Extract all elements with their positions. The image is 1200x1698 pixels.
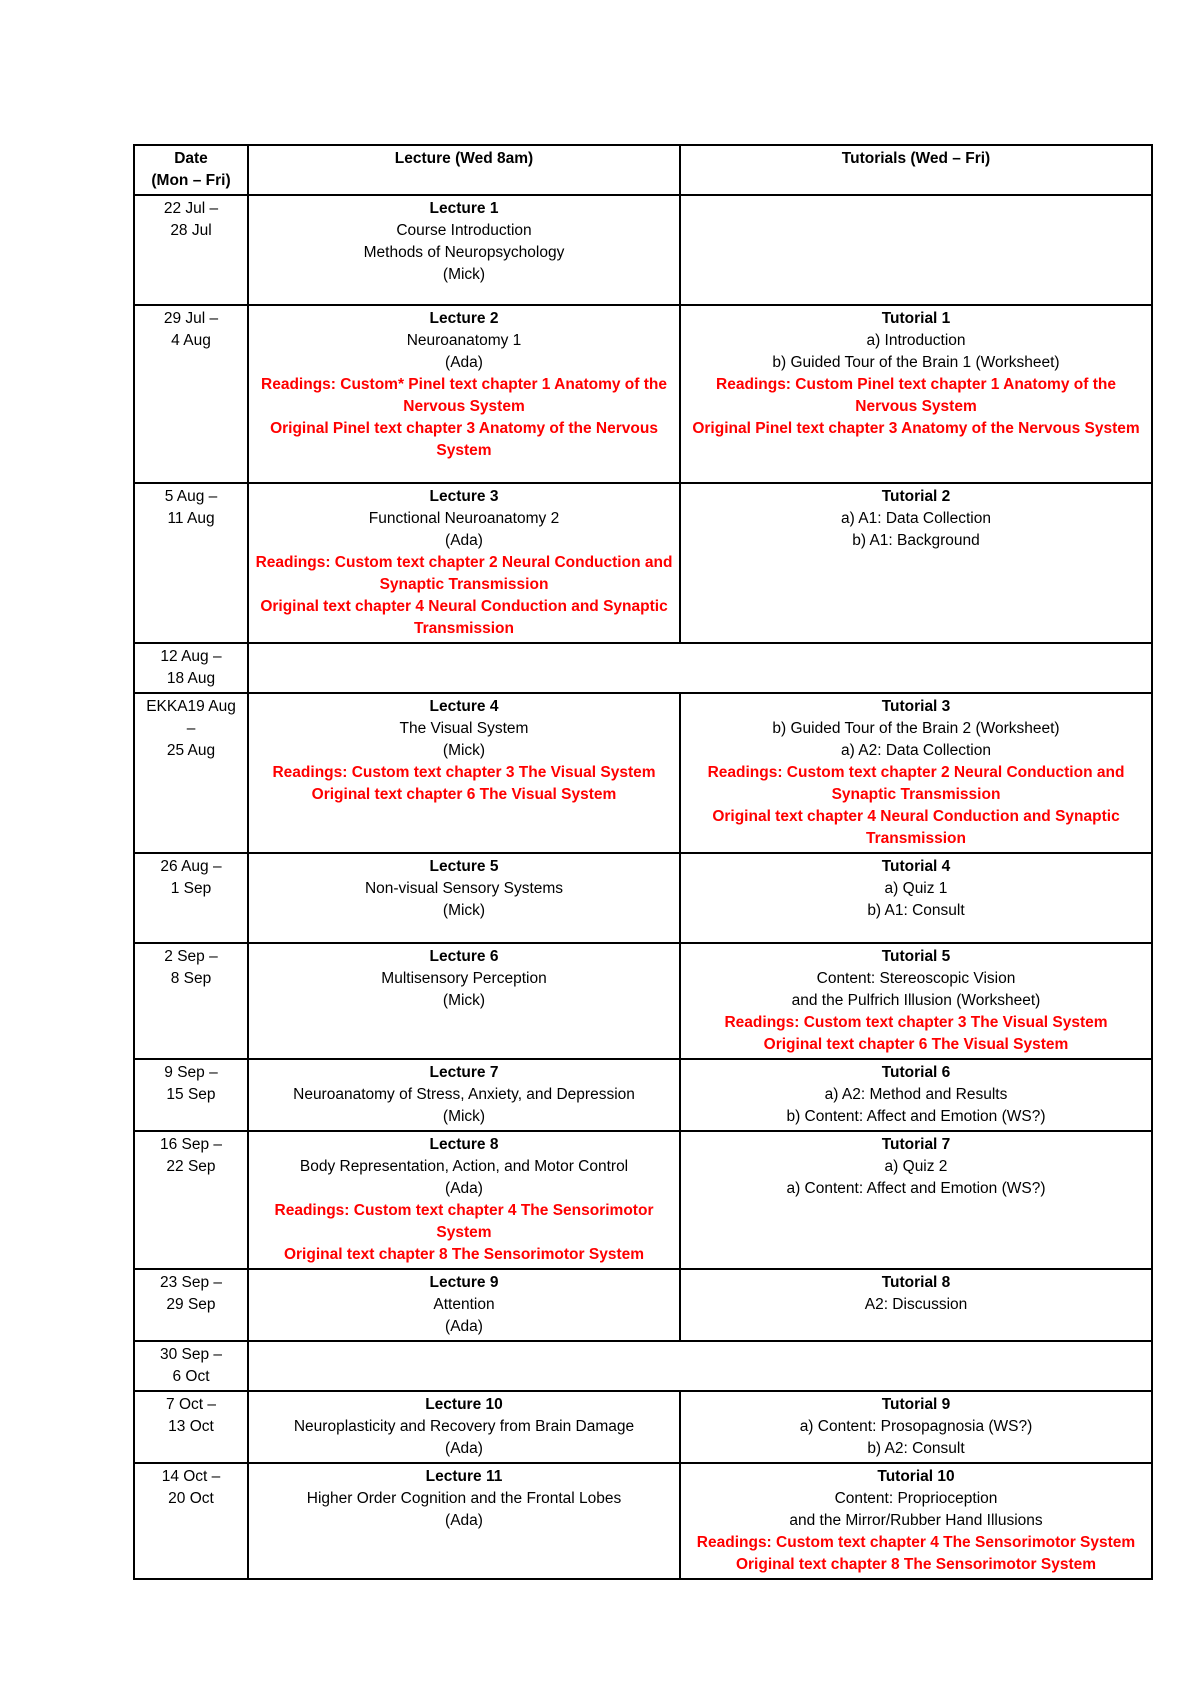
- header-date-line: Date: [174, 150, 208, 167]
- week-date-line: 16 Sep –: [159, 1136, 223, 1153]
- lecture-line: Original text chapter 8 The Sensorimotor System: [283, 1246, 645, 1263]
- lecture-line: Non-visual Sensory Systems: [364, 880, 564, 897]
- tutorial-line: a) Content: Affect and Emotion (WS?): [786, 1180, 1046, 1197]
- week-date-line: 26 Aug –: [160, 858, 222, 875]
- lecture-line: Original text chapter 6 The Visual System: [311, 786, 617, 803]
- week-date-line: 1 Sep: [170, 880, 212, 897]
- lecture-line: Lecture 11: [425, 1468, 503, 1485]
- tutorial-line: Readings: Custom text chapter 4 The Sensorimotor System: [696, 1534, 1136, 1551]
- week-date-cell: [134, 1269, 248, 1341]
- no-class-cell: [248, 1341, 1152, 1391]
- no-class-cell: [248, 643, 1152, 693]
- week-date-cell: [134, 1059, 248, 1131]
- lecture-cell: [248, 693, 680, 853]
- week-date-cell: [134, 483, 248, 643]
- tutorial-line: Content: Stereoscopic Vision: [816, 970, 1016, 987]
- lecture-line: Original text chapter 4 Neural Conduction and Synaptic Transmission: [260, 598, 668, 637]
- lecture-line: Body Representation, Action, and Motor Control: [299, 1158, 629, 1175]
- lecture-line: Methods of Neuropsychology: [363, 244, 565, 261]
- week-date-cell: [134, 1341, 248, 1391]
- tutorial-line: Tutorial 10: [877, 1468, 955, 1485]
- week-row: [134, 1463, 1152, 1579]
- week-date-cell: [134, 643, 248, 693]
- tutorial-cell: [680, 1131, 1152, 1269]
- lecture-line: Readings: Custom text chapter 4 The Sensorimotor System: [274, 1202, 654, 1241]
- tutorial-line: a) A1: Data Collection: [841, 510, 991, 527]
- lecture-line: Lecture 8: [429, 1136, 499, 1153]
- tutorial-line: Tutorial 9: [881, 1396, 951, 1413]
- lecture-line: Lecture 9: [429, 1274, 499, 1291]
- tutorial-line: b) A1: Background: [852, 532, 980, 549]
- schedule-body: [134, 195, 1152, 1579]
- tutorial-line: Tutorial 3: [881, 698, 951, 715]
- lecture-line: Lecture 10: [425, 1396, 503, 1413]
- week-date-line: 29 Sep: [166, 1296, 216, 1313]
- lecture-line: Readings: Custom* Pinel text chapter 1 Anatomy of the Nervous System: [261, 376, 667, 415]
- lecture-line: Higher Order Cognition and the Frontal Lobes: [306, 1490, 622, 1507]
- week-date-line: 7 Oct –: [166, 1396, 216, 1413]
- tutorial-line: Tutorial 4: [881, 858, 951, 875]
- schedule-header: [134, 145, 1152, 195]
- week-date-cell: [134, 693, 248, 853]
- week-date-line: 13 Oct: [168, 1418, 214, 1435]
- break-week-row: [134, 1341, 1152, 1391]
- week-date-line: 2 Sep –: [164, 948, 218, 965]
- tutorial-line: a) A2: Data Collection: [841, 742, 991, 759]
- week-date-cell: [134, 1131, 248, 1269]
- lecture-line: (Ada): [445, 1180, 483, 1197]
- tutorial-line: Content: Proprioception: [834, 1490, 998, 1507]
- week-row: [134, 305, 1152, 483]
- tutorial-line: b) A1: Consult: [867, 902, 965, 919]
- tutorial-line: Original text chapter 4 Neural Conduction and Synaptic Transmission: [712, 808, 1120, 847]
- week-date-line: 23 Sep –: [159, 1274, 223, 1291]
- lecture-cell: [248, 1059, 680, 1131]
- week-row: [134, 1131, 1152, 1269]
- tutorial-cell: [680, 1391, 1152, 1463]
- lecture-line: Lecture 1: [429, 200, 499, 217]
- lecture-line: The Visual System: [399, 720, 529, 737]
- week-date-line: 22 Sep: [166, 1158, 216, 1175]
- week-date-line: 6 Oct: [172, 1368, 210, 1385]
- tutorial-line: Original text chapter 8 The Sensorimotor System: [735, 1556, 1097, 1573]
- week-date-line: 5 Aug –: [164, 488, 218, 505]
- week-date-line: 28 Jul: [170, 222, 212, 239]
- lecture-line: Lecture 6: [429, 948, 499, 965]
- tutorial-line: and the Pulfrich Illusion (Worksheet): [791, 992, 1041, 1009]
- lecture-cell: [248, 305, 680, 483]
- tutorial-line: Tutorial 7: [881, 1136, 951, 1153]
- week-date-cell: [134, 943, 248, 1059]
- tutorial-line: Readings: Custom Pinel text chapter 1 Anatomy of the Nervous System: [716, 376, 1116, 415]
- lecture-cell: [248, 195, 680, 305]
- week-date-line: 12 Aug –: [160, 648, 222, 665]
- week-date-line: 30 Sep –: [159, 1346, 223, 1363]
- week-date-line: 11 Aug: [167, 510, 215, 527]
- tutorial-cell: [680, 943, 1152, 1059]
- week-date-cell: [134, 1391, 248, 1463]
- tutorial-line: Tutorial 8: [881, 1274, 951, 1291]
- lecture-line: Original Pinel text chapter 3 Anatomy of the Nervous System: [270, 420, 658, 459]
- tutorial-cell: [680, 1463, 1152, 1579]
- tutorial-line: and the Mirror/Rubber Hand Illusions: [789, 1512, 1043, 1529]
- tutorial-line: Tutorial 5: [881, 948, 951, 965]
- lecture-line: (Ada): [445, 1512, 483, 1529]
- week-date-line: 9 Sep –: [164, 1064, 218, 1081]
- lecture-cell: [248, 1131, 680, 1269]
- lecture-line: (Ada): [445, 1440, 483, 1457]
- week-row: [134, 195, 1152, 305]
- week-date-line: 14 Oct –: [161, 1468, 221, 1485]
- week-date-line: 25 Aug: [166, 742, 216, 759]
- tutorial-cell: [680, 305, 1152, 483]
- week-date-line: –: [186, 720, 196, 737]
- lecture-line: Lecture 3: [429, 488, 499, 505]
- header-tutorials: Tutorials (Wed – Fri): [680, 145, 1152, 195]
- week-row: [134, 1059, 1152, 1131]
- lecture-line: Neuroplasticity and Recovery from Brain Damage: [293, 1418, 635, 1435]
- lecture-line: (Ada): [445, 354, 483, 371]
- lecture-cell: [248, 1269, 680, 1341]
- tutorial-line: a) Quiz 2: [884, 1158, 948, 1175]
- week-row: [134, 1269, 1152, 1341]
- tutorial-line: Readings: Custom text chapter 3 The Visual System: [724, 1014, 1108, 1031]
- lecture-line: Functional Neuroanatomy 2: [368, 510, 560, 527]
- lecture-cell: [248, 943, 680, 1059]
- header-date: [134, 145, 248, 195]
- lecture-line: Readings: Custom text chapter 2 Neural Conduction and Synaptic Transmission: [255, 554, 673, 593]
- week-date-line: 22 Jul –: [163, 200, 219, 217]
- lecture-cell: [248, 1463, 680, 1579]
- lecture-line: Lecture 5: [429, 858, 499, 875]
- lecture-line: Neuroanatomy 1: [406, 332, 522, 349]
- tutorial-line: Readings: Custom text chapter 2 Neural Conduction and Synaptic Transmission: [707, 764, 1125, 803]
- week-row: [134, 853, 1152, 943]
- tutorial-line: Original Pinel text chapter 3 Anatomy of the Nervous System: [692, 420, 1140, 437]
- tutorial-line: b) A2: Consult: [867, 1440, 965, 1457]
- tutorial-line: a) Quiz 1: [884, 880, 948, 897]
- lecture-line: Lecture 4: [429, 698, 499, 715]
- lecture-line: Course Introduction: [396, 222, 532, 239]
- lecture-line: Multisensory Perception: [381, 970, 547, 987]
- tutorial-line: a) Content: Prosopagnosia (WS?): [799, 1418, 1033, 1435]
- lecture-line: Neuroanatomy of Stress, Anxiety, and Depression: [293, 1086, 635, 1103]
- tutorial-line: a) Introduction: [866, 332, 966, 349]
- tutorial-line: Original text chapter 6 The Visual System: [763, 1036, 1069, 1053]
- week-date-line: 18 Aug: [166, 670, 216, 687]
- week-date-cell: [134, 305, 248, 483]
- lecture-cell: [248, 1391, 680, 1463]
- week-date-line: 29 Jul –: [163, 310, 219, 327]
- tutorial-cell: [680, 853, 1152, 943]
- tutorial-line: b) Content: Affect and Emotion (WS?): [786, 1108, 1046, 1125]
- course-schedule-table: [133, 144, 1153, 1580]
- tutorial-line: b) Guided Tour of the Brain 1 (Worksheet): [772, 354, 1060, 371]
- tutorial-line: a) A2: Method and Results: [824, 1086, 1008, 1103]
- lecture-line: (Mick): [442, 902, 486, 919]
- tutorial-cell: [680, 1269, 1152, 1341]
- break-week-row: [134, 643, 1152, 693]
- week-date-line: 15 Sep: [166, 1086, 216, 1103]
- week-row: [134, 693, 1152, 853]
- week-row: [134, 483, 1152, 643]
- week-date-cell: [134, 195, 248, 305]
- lecture-line: (Ada): [445, 532, 483, 549]
- lecture-line: Lecture 7: [429, 1064, 499, 1081]
- lecture-line: (Mick): [442, 992, 486, 1009]
- tutorial-cell: [680, 693, 1152, 853]
- tutorial-cell: [680, 483, 1152, 643]
- week-row: [134, 1391, 1152, 1463]
- tutorial-cell: [680, 195, 1152, 305]
- week-row: [134, 943, 1152, 1059]
- header-date-line: (Mon – Fri): [151, 172, 231, 189]
- lecture-line: Lecture 2: [429, 310, 499, 327]
- week-date-line: 8 Sep: [170, 970, 212, 987]
- lecture-line: Attention: [433, 1296, 495, 1313]
- tutorial-line: b) Guided Tour of the Brain 2 (Worksheet): [772, 720, 1060, 737]
- tutorial-cell: [680, 1059, 1152, 1131]
- lecture-line: (Mick): [442, 742, 486, 759]
- tutorial-line: Tutorial 6: [881, 1064, 951, 1081]
- week-date-line: 4 Aug: [171, 332, 211, 349]
- week-date-cell: [134, 853, 248, 943]
- lecture-cell: [248, 853, 680, 943]
- lecture-cell: [248, 483, 680, 643]
- header-lecture: Lecture (Wed 8am): [248, 145, 680, 195]
- tutorial-line: A2: Discussion: [864, 1296, 968, 1313]
- tutorial-line: Tutorial 2: [881, 488, 951, 505]
- lecture-line: (Mick): [442, 1108, 486, 1125]
- tutorial-line: Tutorial 1: [881, 310, 951, 327]
- week-date-line: 20 Oct: [168, 1490, 214, 1507]
- lecture-line: Readings: Custom text chapter 3 The Visual System: [272, 764, 656, 781]
- lecture-line: (Ada): [445, 1318, 483, 1335]
- week-date-cell: [134, 1463, 248, 1579]
- week-date-line: EKKA19 Aug: [146, 698, 236, 715]
- lecture-line: (Mick): [442, 266, 486, 283]
- header-row: [134, 145, 1152, 195]
